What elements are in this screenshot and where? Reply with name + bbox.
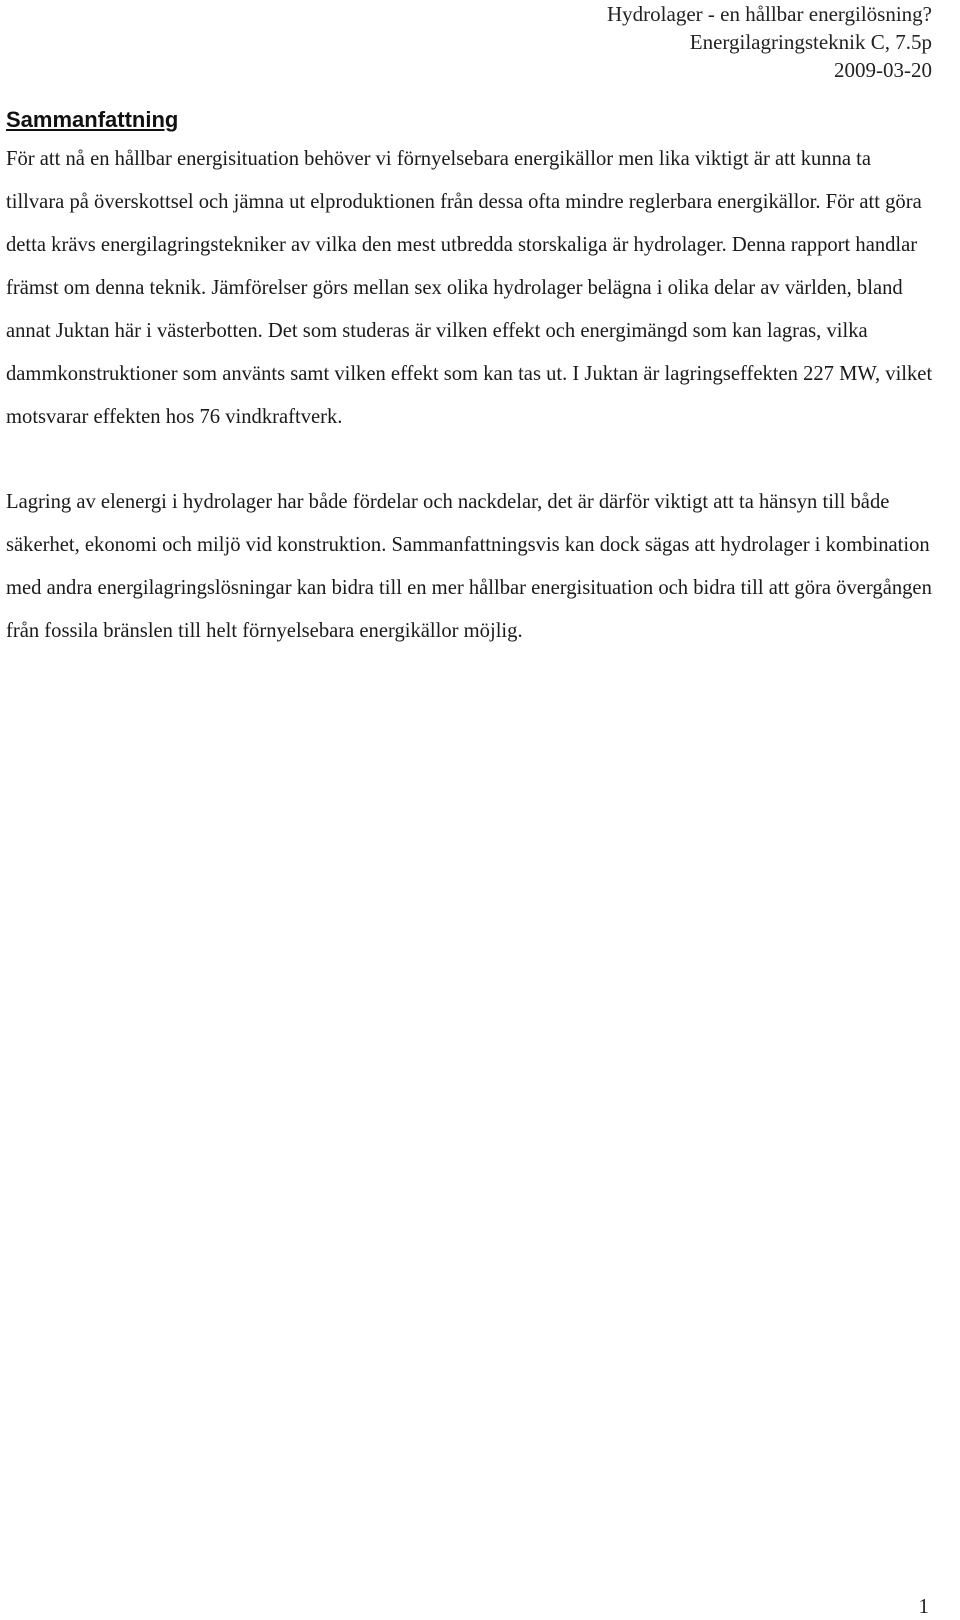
summary-paragraph-1: För att nå en hållbar energisituation behöver vi förnyelsebara energikällor men lika viktigt är att kunna ta tillvara på överskottsel och jämna ut elproduktionen från dessa ofta mindre reglerbara energikällor. För att göra detta krävs energilagringstekniker av vilka den mest utbredda storskaliga är hydrolager. Denna rapport handlar främst om denna teknik. Jämförelser görs mellan sex olika hydrolager belägna i olika delar av världen, bland annat Juktan här i västerbotten. Det som studeras är vilken effekt och energimängd som kan lagras, vilka dammkonstruktioner som använts samt vilken effekt som kan tas ut. I Juktan är lagringseffekten 227 MW, vilket motsvarar effekten hos 76 vindkraftverk. (6, 148, 933, 428)
document-title: Hydrolager - en hållbar energilösning? (607, 2, 932, 26)
page-header (607, 0, 932, 84)
section-heading: Sammanfattning (6, 107, 179, 132)
course-name: Energilagringsteknik C, 7.5p (689, 30, 932, 54)
summary-paragraph-2: Lagring av elenergi i hydrolager har både fördelar och nackdelar, det är därför viktigt att ta hänsyn till både säkerhet, ekonomi och miljö vid konstruktion. Sammanfattningsvis kan dock sägas att hydrolager i kombination med andra energilagringslösningar kan bidra till en mer hållbar energisituation och bidra till att göra övergången från fossila bränslen till helt förnyelsebara energikällor möjlig. (6, 491, 932, 642)
page-number: 1 (918, 1594, 929, 1618)
document-date: 2009-03-20 (834, 58, 932, 82)
summary-section (6, 106, 934, 653)
paragraph-spacer (6, 439, 934, 481)
